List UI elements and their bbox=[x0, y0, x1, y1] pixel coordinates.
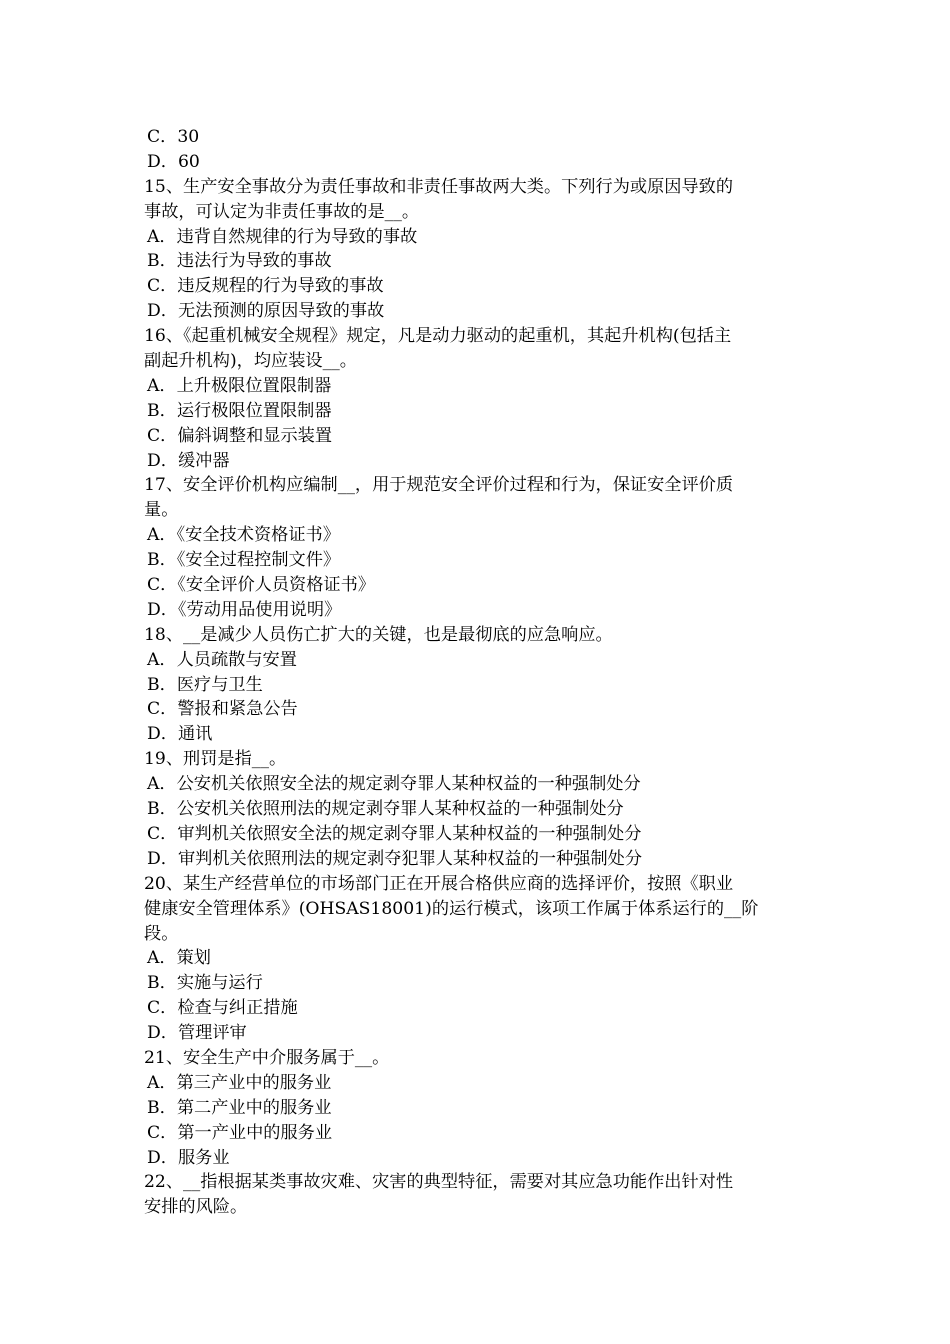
answer-option: C．审判机关依照安全法的规定剥夺罪人某种权益的一种强制处分 bbox=[147, 823, 642, 844]
answer-option: B．医疗与卫生 bbox=[147, 674, 263, 695]
answer-option: D．缓冲器 bbox=[147, 450, 230, 471]
answer-option: D．《劳动用品使用说明》 bbox=[147, 599, 342, 620]
answer-option: A．《安全技术资格证书》 bbox=[147, 525, 340, 546]
answer-option: B．运行极限位置限制器 bbox=[147, 400, 332, 421]
answer-option: B．第二产业中的服务业 bbox=[147, 1097, 332, 1118]
answer-option: C．违反规程的行为导致的事故 bbox=[147, 276, 384, 297]
question-text: 17、安全评价机构应编制__，用于规范安全评价过程和行为，保证安全评价质 bbox=[144, 475, 734, 496]
answer-option: B．公安机关依照刑法的规定剥夺罪人某种权益的一种强制处分 bbox=[147, 799, 624, 820]
answer-option: C．第一产业中的服务业 bbox=[147, 1122, 333, 1143]
question-text: 21、安全生产中介服务属于__。 bbox=[144, 1047, 390, 1068]
answer-option: A．第三产业中的服务业 bbox=[147, 1072, 332, 1093]
answer-option: D．服务业 bbox=[147, 1147, 230, 1168]
question-text: 16、《起重机械安全规程》规定，凡是动力驱动的起重机，其起升机构(包括主 bbox=[144, 326, 732, 347]
question-text-continued: 事故，可认定为非责任事故的是__。 bbox=[144, 201, 420, 222]
answer-option: A．策划 bbox=[147, 948, 211, 969]
answer-option: C．偏斜调整和显示装置 bbox=[147, 425, 333, 446]
answer-option: C．30 bbox=[147, 127, 200, 147]
answer-option: B．实施与运行 bbox=[147, 973, 263, 994]
answer-option: C．检查与纠正措施 bbox=[147, 998, 298, 1019]
answer-option: D．通讯 bbox=[147, 724, 213, 745]
question-text: 18、__是减少人员伤亡扩大的关键，也是最彻底的应急响应。 bbox=[144, 624, 613, 645]
answer-option: A．公安机关依照安全法的规定剥夺罪人某种权益的一种强制处分 bbox=[147, 774, 641, 795]
question-text-continued: 健康安全管理体系》(OHSAS18001)的运行模式，该项工作属于体系运行的__阶 bbox=[144, 898, 759, 919]
question-text: 19、刑罚是指__。 bbox=[144, 749, 287, 770]
question-text: 15、生产安全事故分为责任事故和非责任事故两大类。下列行为或原因导致的 bbox=[144, 176, 734, 197]
answer-option: D．管理评审 bbox=[147, 1023, 247, 1044]
question-text-continued: 段。 bbox=[144, 923, 179, 944]
answer-option: C．《安全评价人员资格证书》 bbox=[147, 575, 375, 596]
question-text: 20、某生产经营单位的市场部门正在开展合格供应商的选择评价，按照《职业 bbox=[144, 873, 734, 894]
question-text-continued: 副起升机构)，均应装设__。 bbox=[144, 351, 357, 372]
answer-option: D．无法预测的原因导致的事故 bbox=[147, 301, 385, 322]
question-text-continued: 量。 bbox=[144, 500, 179, 521]
answer-option: A．违背自然规律的行为导致的事故 bbox=[147, 226, 418, 247]
question-text-continued: 安排的风险。 bbox=[144, 1197, 248, 1218]
document-page bbox=[144, 125, 810, 1220]
answer-option: A．上升极限位置限制器 bbox=[147, 375, 332, 396]
answer-option: B．违法行为导致的事故 bbox=[147, 251, 332, 272]
answer-option: D．审判机关依照刑法的规定剥夺犯罪人某种权益的一种强制处分 bbox=[147, 848, 643, 869]
question-text: 22、__指根据某类事故灾难、灾害的典型特征，需要对其应急功能作出针对性 bbox=[144, 1172, 734, 1193]
answer-option: D．60 bbox=[147, 151, 200, 172]
answer-option: C．警报和紧急公告 bbox=[147, 699, 298, 720]
answer-option: A．人员疏散与安置 bbox=[147, 649, 297, 670]
answer-option: B．《安全过程控制文件》 bbox=[147, 550, 341, 571]
